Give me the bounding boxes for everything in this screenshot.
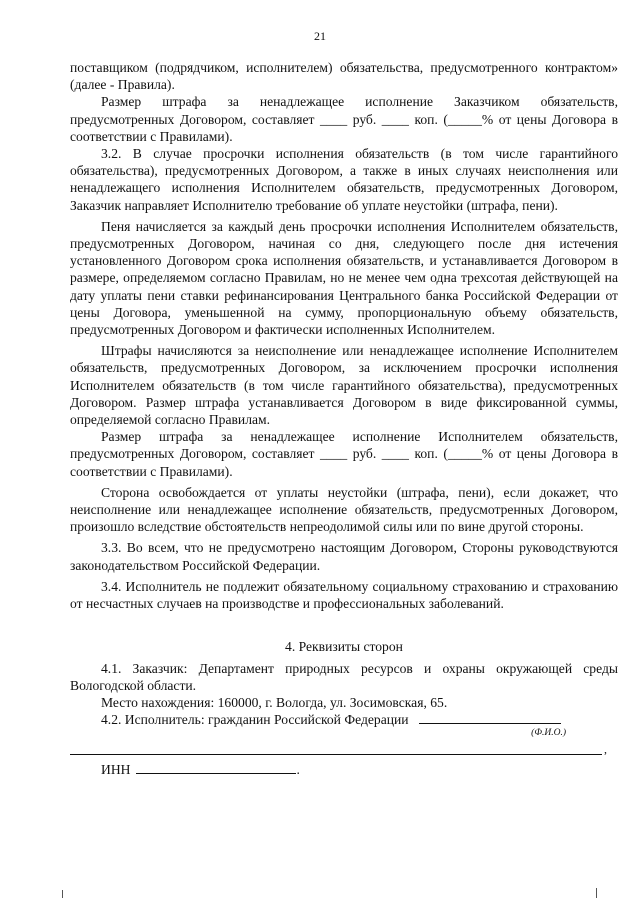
section-heading: 4. Реквизиты сторон (285, 639, 403, 655)
paragraph: 3.4. Исполнитель не подлежит обязательному социальному страхованию и страхованию от несчастных случаев на производстве и профессиональных заболеваний. (70, 578, 618, 612)
inn-blank-line (136, 761, 296, 774)
paragraph: Пеня начисляется за каждый день просрочки исполнения Исполнителем обязательств, предусмотренных Договором, начиная со дня, следующего после дня истечения установленного Договором срока исполнения обязательств, и устанавливается Договором в размере, определяемом согласно Правилам, но не менее чем одна трехсотая действующей на дату уплаты пени ставки рефинансирования Центрального банка Российской Федерации от цены Договора, уменьшенной на сумму, пропорциональную объему обязательств, предусмотренных Договором и фактически исполненных Исполнителем. (70, 218, 618, 338)
scan-edge-mark (62, 890, 63, 898)
page-number: 21 (314, 29, 326, 43)
paragraph: Штрафы начисляются за неисполнение или ненадлежащее исполнение Исполнителем обязательств, предусмотренных Договором, за исключением просрочки исполнения Исполнителем обязательств (в том числе гарантийного обязательства), предусмотренных Договором. Размер штрафа устанавливается Договором в виде фиксированной суммы, определяемой согласно Правилам. (70, 343, 618, 428)
customer-location: Место нахождения: 160000, г. Вологда, ул. Зосимовская, 65. (101, 694, 448, 710)
scan-edge-mark (596, 888, 597, 898)
fio-caption: (Ф.И.О.) (531, 728, 566, 739)
contractor-label: 4.2. Исполнитель: гражданин Российской Федерации (101, 712, 409, 728)
paragraph: 3.3. Во всем, что не предусмотрено настоящим Договором, Стороны руководствуются законодательством Российской Федерации. (70, 540, 618, 573)
paragraph: Размер штрафа за ненадлежащее исполнение Исполнителем обязательств, предусмотренных Договором, составляет ____ руб. ____ коп. (_____% от цены Договора в соответствии с Правилами). (70, 429, 618, 479)
customer-info: 4.1. Заказчик: Департамент природных ресурсов и охраны окружающей среды Вологодской области. (70, 660, 618, 693)
inn-end-mark: . (296, 762, 300, 778)
inn-label: ИНН (101, 762, 131, 778)
contractor-info (70, 711, 618, 728)
contractor-details-line (70, 742, 607, 757)
document-body (70, 59, 618, 779)
line-end-mark: , (604, 742, 607, 757)
paragraph: Размер штрафа за ненадлежащее исполнение Заказчиком обязательств, предусмотренных Договором, составляет ____ руб. ____ коп. (_____% от цены Договора в соответствии с Правилами). (70, 94, 618, 144)
paragraph: поставщиком (подрядчиком, исполнителем) обязательства, предусмотренного контрактом» (далее - Правила). (70, 60, 618, 93)
paragraph: Сторона освобождается от уплаты неустойки (штрафа, пени), если докажет, что неисполнение или ненадлежащее исполнение обязательств, предусмотренных Договором, произошло вследствие обстоятельств непреодолимой силы или по вине другой стороны. (70, 484, 618, 535)
fio-blank-line (419, 711, 561, 724)
inn-row (70, 761, 618, 778)
paragraph: 3.2. В случае просрочки исполнения обязательств (в том числе гарантийного обязательства), предусмотренных Договором, а также в иных случаях неисполнения или ненадлежащего исполнения Исполнителем обязательств, предусмотренных Договором, Заказчик направляет Исполнителю требование об уплате неустойки (штрафа, пени). (70, 146, 618, 213)
